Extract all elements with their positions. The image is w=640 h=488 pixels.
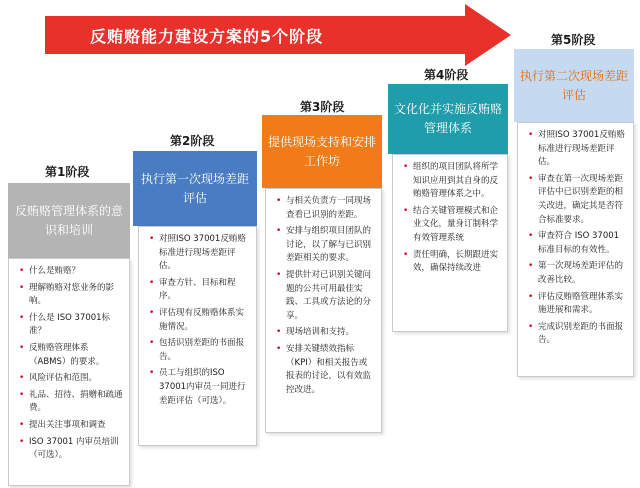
phase-1-label: 第1阶段 bbox=[45, 165, 90, 179]
bullet-icon: • bbox=[149, 234, 155, 244]
phase-5-label: 第5阶段 bbox=[551, 33, 596, 47]
phase-4-title: 文化化并实施反贿赂管理体系 bbox=[388, 84, 508, 154]
phase-item-text: 安排关键绩效指标（KPI）和相关报告或报表的讨论，以有效监控改进。 bbox=[286, 343, 372, 395]
phase-2-item bbox=[149, 337, 250, 364]
phase-item-text: 审查方针、目标和程序。 bbox=[159, 277, 236, 302]
phase-2-list bbox=[149, 233, 250, 408]
bullet-icon: • bbox=[149, 277, 155, 288]
bullet-icon: • bbox=[19, 312, 25, 323]
phase-item-text: 审查符合 ISO 37001标准目标的有效性。 bbox=[538, 231, 620, 255]
phase-item-text: ISO 37001 内审员培训（可选）。 bbox=[29, 436, 119, 461]
phase-item-text: 员工与组织的ISO 37001内审员一同进行差距评估（可选）。 bbox=[159, 368, 246, 406]
phase-4-body bbox=[392, 154, 508, 332]
phase-4-item bbox=[403, 249, 501, 276]
bullet-icon: • bbox=[19, 342, 25, 353]
phase-item-text: 什么是贿赂？ bbox=[29, 266, 81, 276]
phase-item-text: 对照ISO 37001反贿赂标准进行现场差距评估。 bbox=[538, 130, 625, 168]
phase-2-item bbox=[149, 277, 250, 304]
phase-1-item bbox=[19, 312, 123, 339]
phase-item-text: 风险评估和范围。 bbox=[29, 373, 98, 384]
phase-item-text: 第一次现场差距评估的改善比较。 bbox=[538, 261, 624, 285]
phase-2-label: 第2阶段 bbox=[170, 134, 215, 148]
bullet-icon: • bbox=[276, 269, 282, 280]
bullet-icon: • bbox=[19, 419, 25, 430]
phase-2-title: 执行第一次现场差距评估 bbox=[133, 151, 257, 226]
bullet-icon: • bbox=[149, 307, 155, 318]
bullet-icon: • bbox=[19, 266, 25, 276]
phase-1-list bbox=[19, 265, 123, 463]
phase-item-text: 完成识别差距的书面报告。 bbox=[538, 321, 624, 346]
phase-5-item bbox=[528, 321, 627, 348]
phase-item-text: 组织的项目团队将所学知识应用到其自身的反贿赂管理体系之中。 bbox=[413, 162, 499, 200]
phase-item-text: 评估现有反贿赂体系实施情况。 bbox=[159, 307, 245, 332]
bullet-icon: • bbox=[149, 338, 155, 349]
phase-5-item bbox=[528, 230, 627, 257]
phase-2-item bbox=[149, 367, 250, 408]
phase-1-title: 反贿赂管理体系的意识和培训 bbox=[8, 183, 130, 258]
phase-2-item bbox=[149, 233, 250, 274]
bullet-icon: • bbox=[403, 162, 409, 172]
phase-1-item bbox=[19, 282, 123, 309]
phase-1-item bbox=[19, 342, 123, 369]
phase-1-body bbox=[8, 258, 130, 486]
bullet-icon: • bbox=[276, 327, 282, 338]
phase-item-text: 提出关注事项和调查 bbox=[29, 419, 106, 430]
phase-3-title: 提供现场支持和安排工作坊 bbox=[262, 115, 382, 188]
phase-5-item bbox=[528, 173, 627, 227]
phase-item-text: 什么是 ISO 37001标准？ bbox=[29, 312, 111, 337]
phase-3-item bbox=[276, 195, 375, 222]
phase-3-item bbox=[276, 343, 375, 397]
phase-5-item bbox=[528, 260, 627, 287]
phase-item-text: 礼品、招待、捐赠和疏通费。 bbox=[29, 389, 123, 414]
phase-2-body bbox=[138, 226, 257, 446]
bullet-icon: • bbox=[528, 291, 534, 302]
phase-2-item bbox=[149, 307, 250, 334]
phase-4-list bbox=[403, 161, 501, 276]
phase-3-label: 第3阶段 bbox=[300, 100, 345, 114]
bullet-icon: • bbox=[528, 231, 534, 242]
bullet-icon: • bbox=[528, 261, 534, 272]
phase-5-item bbox=[528, 129, 627, 170]
phase-5-title: 执行第二次现场差距评估 bbox=[514, 49, 634, 122]
bullet-icon: • bbox=[403, 249, 409, 260]
phase-4-item bbox=[403, 205, 501, 246]
bullet-icon: • bbox=[528, 321, 534, 332]
phase-3-list bbox=[276, 195, 375, 397]
bullet-icon: • bbox=[528, 130, 534, 140]
banner-title: 反贿赂能力建设方案的5个阶段 bbox=[90, 27, 324, 46]
phase-item-text: 现场培训和支持。 bbox=[286, 327, 355, 338]
phase-item-text: 结合关键管理模式和企业文化，量身订制科学有效管理系统 bbox=[413, 205, 499, 243]
phase-3-item bbox=[276, 326, 375, 340]
bullet-icon: • bbox=[19, 436, 25, 447]
phase-5-body bbox=[517, 122, 634, 377]
phase-item-text: 审查在第一次现场差距评估中已识别差距的相关改进，确定其是否符合标准要求。 bbox=[538, 173, 624, 225]
phase-1-item bbox=[19, 389, 123, 416]
phase-5-list bbox=[528, 129, 627, 348]
bullet-icon: • bbox=[528, 173, 534, 184]
phase-1-item bbox=[19, 265, 123, 279]
phase-3-body bbox=[265, 188, 382, 433]
phase-item-text: 反贿赂管理体系（ABMS）的要求。 bbox=[29, 342, 105, 367]
bullet-icon: • bbox=[19, 373, 25, 384]
bullet-icon: • bbox=[276, 226, 282, 237]
phase-item-text: 安排与组织项目团队的讨论，以了解与已识别差距相关的要求。 bbox=[286, 226, 372, 264]
phase-item-text: 评估反贿赂管理体系实施进展和需求。 bbox=[538, 291, 624, 316]
phase-3-item bbox=[276, 269, 375, 323]
bullet-icon: • bbox=[19, 389, 25, 400]
bullet-icon: • bbox=[276, 196, 282, 206]
phase-item-text: 责任明确，长期跟进实效，确保持续改进 bbox=[413, 249, 499, 274]
phase-item-text: 提供针对已识别关键问题的公共可用最佳实践、工具或方法论的分享。 bbox=[286, 269, 372, 321]
phase-item-text: 包括识别差距的书面报告。 bbox=[159, 338, 245, 362]
phase-5-item bbox=[528, 291, 627, 318]
phase-item-text: 对照ISO 37001反贿赂标准进行现场差距评估。 bbox=[159, 234, 246, 272]
bullet-icon: • bbox=[403, 205, 409, 216]
phase-item-text: 与相关负责方一同现场查看已识别的差距。 bbox=[286, 196, 372, 220]
bullet-icon: • bbox=[276, 343, 282, 354]
bullet-icon: • bbox=[149, 368, 155, 379]
phase-3-item bbox=[276, 225, 375, 266]
bullet-icon: • bbox=[19, 282, 25, 293]
phase-4-label: 第4阶段 bbox=[424, 68, 469, 82]
phase-4-item bbox=[403, 161, 501, 202]
phase-1-item bbox=[19, 419, 123, 433]
phase-item-text: 理解贿赂对您业务的影响。 bbox=[29, 282, 115, 307]
phase-1-item bbox=[19, 436, 123, 463]
phase-1-item bbox=[19, 372, 123, 386]
